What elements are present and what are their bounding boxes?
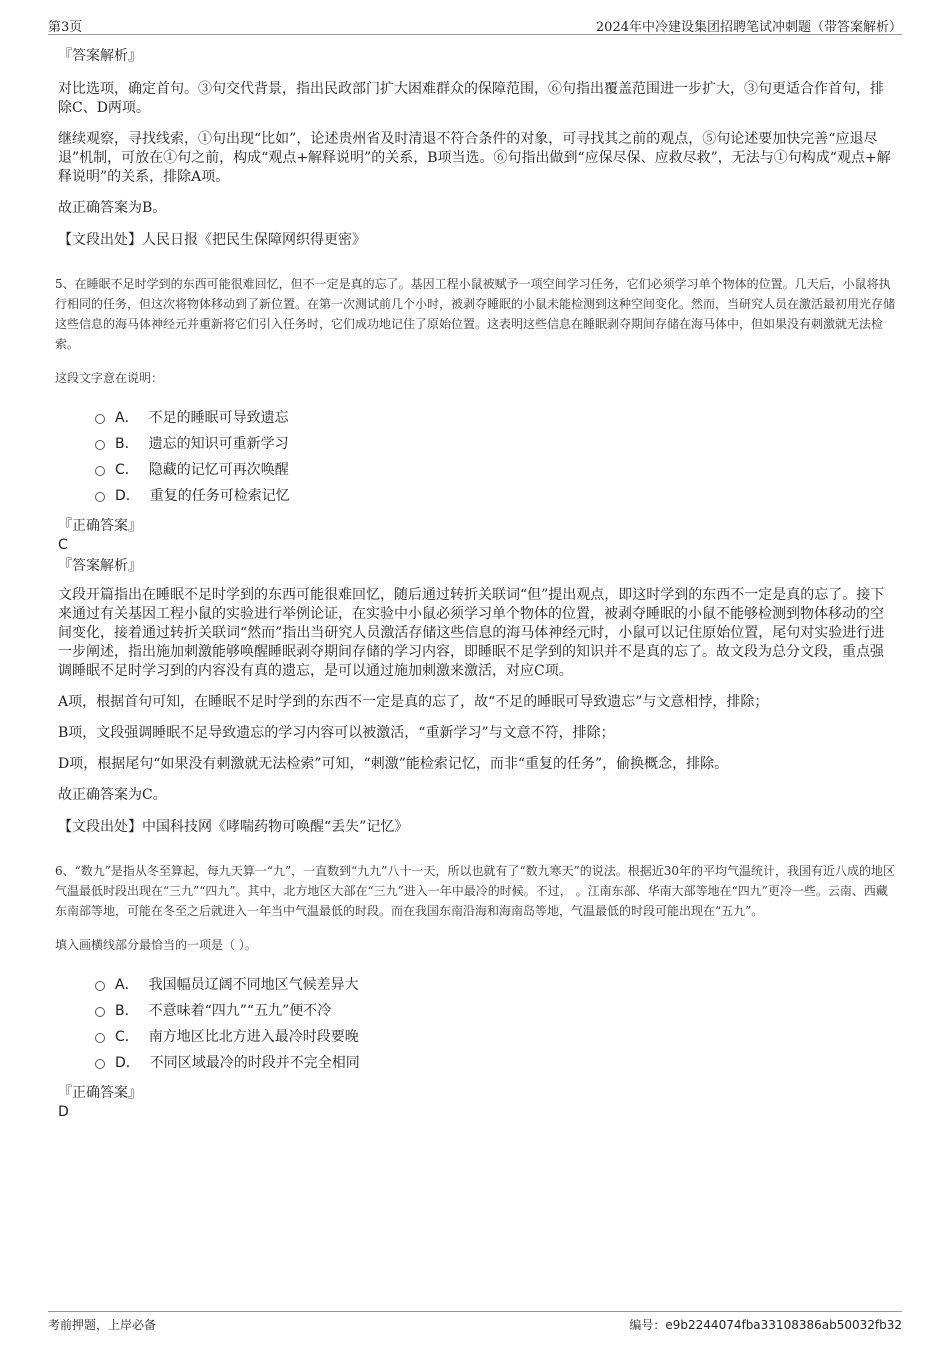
document-id: 编号：e9b2244074fba33108386ab50032fb32 xyxy=(629,1318,902,1332)
q5-option-c[interactable] xyxy=(95,456,897,482)
option-text: 重复的任务可检索记忆 xyxy=(149,488,290,504)
q5-question-prompt: 这段文字意在说明： xyxy=(55,371,164,385)
radio-icon[interactable] xyxy=(95,1007,105,1017)
q4-analysis-paragraph-1: 对比选项，确定首句。③句交代背景，指出民政部门扩大困难群众的保障范围，⑥句指出覆盖范围进一步扩大，③句更适合作首句，排除C、D两项。 xyxy=(58,81,884,116)
option-letter: D． xyxy=(115,1055,140,1071)
q4-analysis-conclusion: 故正确答案为B。 xyxy=(58,200,167,216)
option-text: 不同区域最冷的时段并不完全相同 xyxy=(149,1055,360,1071)
option-text: 隐藏的记忆可再次唤醒 xyxy=(148,462,289,478)
radio-icon[interactable] xyxy=(95,981,105,991)
footer-slogan: 考前押题，上岸必备 xyxy=(48,1318,157,1332)
q6-answer-label: 『正确答案』 xyxy=(58,1085,142,1101)
q5-analysis-conclusion: 故正确答案为C。 xyxy=(58,787,167,803)
q4-analysis-label: 『答案解析』 xyxy=(58,48,142,64)
radio-icon[interactable] xyxy=(95,1033,105,1043)
q5-analysis-paragraph-1: 文段开篇指出在睡眠不足时学到的东西可能很难回忆，随后通过转折关联词“但”提出观点，即这时学到的东西不一定是真的忘了。接下来通过有关基因工程小鼠的实验进行举例论证，在实验中小鼠必须学习单个物体的位置，被剥夺睡眠的小鼠不能够检测到物体移动的空间变化，接着通过转折关联词“然而”指出当研究人员激活存储这些信息的海马体神经元时，小鼠可以记住原始位置，尾句对实验进行进一步阐述，指出施加刺激能够唤醒睡眠剥夺期间存储的学习内容，即睡眠不足学到的知识并不是真的忘了。故文段为总分文段，重点强调睡眠不足时学习到的内容没有真的遗忘，是可以通过施加刺激来激活，对应C项。 xyxy=(58,587,885,679)
option-letter: D． xyxy=(115,488,140,504)
q5-answer-label: 『正确答案』 xyxy=(58,518,142,534)
q5-option-d[interactable] xyxy=(95,482,897,508)
q6-option-c[interactable] xyxy=(95,1023,897,1049)
q5-analysis-option-b: B项，文段强调睡眠不足导致遗忘的学习内容可以被激活，“重新学习”与文意不符，排除； xyxy=(58,725,615,741)
q6-option-d[interactable] xyxy=(95,1049,897,1075)
page-header xyxy=(48,14,902,35)
option-letter: B． xyxy=(115,1003,139,1019)
q5-option-a[interactable] xyxy=(95,404,897,430)
option-letter: A． xyxy=(115,410,139,426)
q5-source: 【文段出处】中国科技网《哮喘药物可唤醒“丢失”记忆》 xyxy=(58,819,409,835)
q6-answer: D xyxy=(58,1104,69,1120)
q4-source: 【文段出处】人民日报《把民生保障网织得更密》 xyxy=(58,232,366,248)
q4-analysis-paragraph-2: 继续观察，寻找线索，①句出现“比如”，论述贵州省及时清退不符合条件的对象，可寻找其之前的观点，⑤句论述要加快完善“应退尽退”机制，可放在①句之前，构成“观点+解释说明”的关系，B项当选。⑥句指出做到“应保尽保、应救尽救”，无法与①句构成“观点+解释说明”的关系，排除A项。 xyxy=(58,131,891,185)
q6-options xyxy=(95,971,897,1075)
page-footer xyxy=(48,1311,902,1334)
q5-option-b[interactable] xyxy=(95,430,897,456)
radio-icon[interactable] xyxy=(95,1059,105,1069)
q5-analysis-label: 『答案解析』 xyxy=(58,558,142,574)
option-text: 我国幅员辽阔不同地区气候差异大 xyxy=(148,977,359,993)
page-number: 第3页 xyxy=(48,20,83,35)
q5-analysis-option-d: D项，根据尾句“如果没有刺激就无法检索”可知，“刺激”能检索记忆，而非“重复的任务”，偷换概念，排除。 xyxy=(58,756,729,772)
radio-icon[interactable] xyxy=(95,466,105,476)
page-content xyxy=(55,46,897,1121)
option-letter: B． xyxy=(115,436,139,452)
radio-icon[interactable] xyxy=(95,492,105,502)
q5-options xyxy=(95,404,897,508)
option-letter: C． xyxy=(115,462,139,478)
option-text: 不意味着“四九”“五九”便不冷 xyxy=(148,1003,332,1019)
option-text: 南方地区比北方进入最冷时段要晚 xyxy=(148,1029,359,1045)
q6-question-text: 6、“数九”是指从冬至算起，每九天算一“九”，一直数到“九九”八十一天，所以也就有了“数九寒天”的说法。根据近30年的平均气温统计，我国有近八成的地区气温最低时段出现在“三九”“四九”。其中，北方地区大部在“三九”进入一年中最冷的时候。不过， 。江南东部、华南大部等地在“四九”更冷一些。云南、西藏东南部等地，可能在冬至之后就进入一年当中气温最低的时段。而在我国东南沿海和海南岛等地，气温最低的时段可能出现在“五九”。 xyxy=(55,864,895,918)
q6-option-a[interactable] xyxy=(95,971,897,997)
option-text: 遗忘的知识可重新学习 xyxy=(148,436,289,452)
q6-option-b[interactable] xyxy=(95,997,897,1023)
document-title: 2024年中冷建设集团招聘笔试冲刺题（带答案解析） xyxy=(595,20,902,35)
q5-analysis-option-a: A项，根据首句可知，在睡眠不足时学到的东西不一定是真的忘了，故“不足的睡眠可导致遗忘”与文意相悖，排除； xyxy=(58,694,769,710)
radio-icon[interactable] xyxy=(95,440,105,450)
q5-answer: C xyxy=(58,537,68,553)
q5-question-text: 5、在睡眠不足时学到的东西可能很难回忆，但不一定是真的忘了。基因工程小鼠被赋予一项空间学习任务，它们必须学习单个物体的位置。几天后，小鼠将执行相同的任务，但这次将物体移动到了新位置。在第一次测试前几个小时，被剥夺睡眠的小鼠未能检测到这种空间变化。然而，当研究人员在激活最初用光存储这些信息的海马体神经元并重新将它们引入任务时，它们成功地记住了原始位置。这表明这些信息在睡眠剥夺期间存储在海马体中，但如果没有刺激就无法检索。 xyxy=(55,277,896,351)
option-letter: C． xyxy=(115,1029,139,1045)
q6-question-prompt: 填入画横线部分最恰当的一项是（ ）。 xyxy=(55,938,257,952)
option-letter: A． xyxy=(115,977,139,993)
radio-icon[interactable] xyxy=(95,414,105,424)
option-text: 不足的睡眠可导致遗忘 xyxy=(148,410,289,426)
